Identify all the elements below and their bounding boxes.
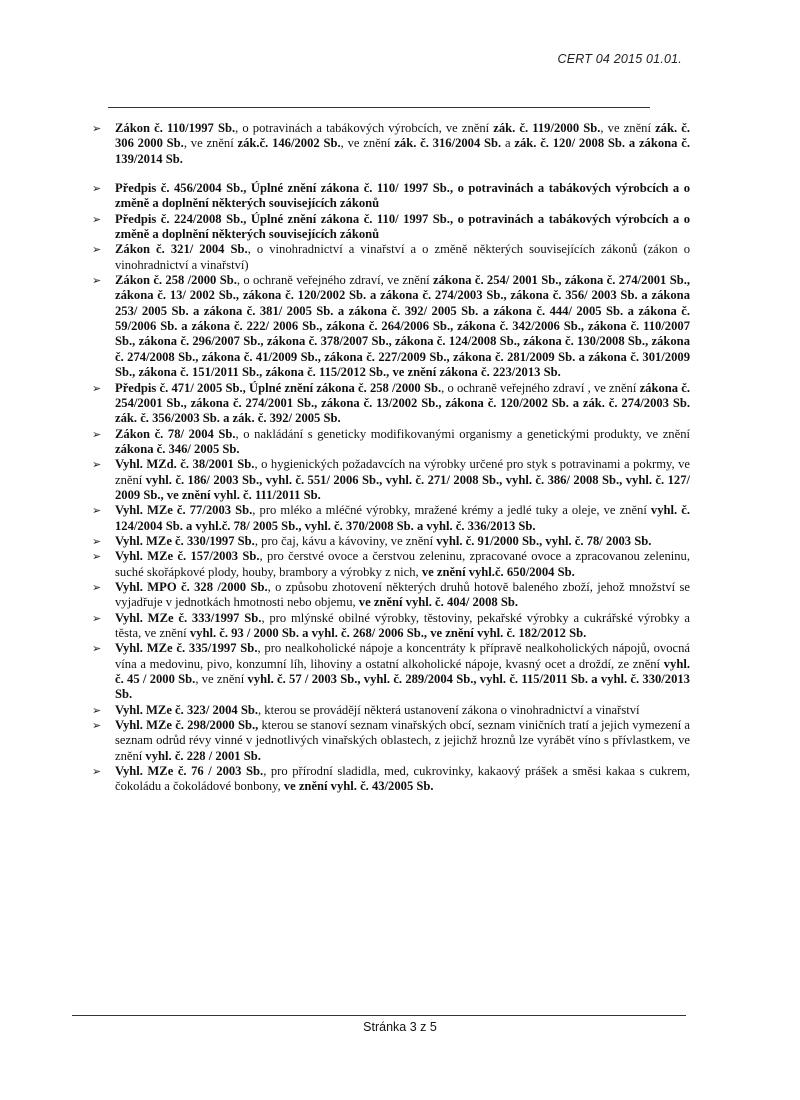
list-item bbox=[90, 503, 690, 534]
item-text: , pro čaj, kávu a kávoviny, ve znění bbox=[254, 533, 437, 548]
item-text: , o nakládání s geneticky modifikovanými organismy a genetickými produkty, ve znění bbox=[235, 426, 690, 441]
item-bold-text: Vyhl. MZe č. 330/1997 Sb. bbox=[115, 533, 255, 548]
arrow-bullet-icon: ➢ bbox=[92, 703, 102, 717]
item-text: , o potravinách a tabákových výrobcích, ve znění bbox=[235, 121, 494, 135]
item-bold-text: zák.č. 146/2002 Sb. bbox=[237, 136, 341, 151]
item-bold-text: Vyhl. MZe č. 77/2003 Sb. bbox=[115, 503, 253, 518]
item-text: a bbox=[501, 136, 515, 151]
item-bold-text: zák. č. 316/2004 Sb. bbox=[394, 136, 502, 151]
item-bold-text: vyhl. č. 57 / 2003 Sb., vyhl. č. 289/2004 Sb., vyhl. č. 115/2011 Sb. a vyhl. č. 330/2013 Sb. bbox=[115, 672, 690, 702]
item-bold-text: zákona č. 254/ 2001 Sb., zákona č. 274/2001 Sb., zákona č. 13/ 2002 Sb., zákona č. 120/2002 Sb. a zákona č. 274/2003 Sb., zákona č. 356/ 2003 Sb. a zákona 253/ 2005 Sb. a zákona č. 381/ 2005 Sb. a zákona č. 392/ 2005 Sb. a zákona č. 444/ 2005 Sb. a zákona č. 59/2006 Sb. a zákona č. 222/ 2006 Sb., zákona č. 264/2006 Sb., zákona č. 342/2006 Sb., zákona č. 110/2007 Sb., zákona č. 296/2007 Sb., zákona č. 378/2007 Sb., zákona č. 124/2008 Sb., zákona č. 130/2008 Sb., zákona č. 274/2008 Sb., zákona č. 41/2009 Sb., zákona č. 227/2009 Sb., zákona č. 281/2009 Sb. a zákona č. 301/2009 Sb., zákona č. 151/2011 Sb., zákona č. 115/2012 Sb., ve znění zákona č. 223/2013 Sb. bbox=[115, 273, 690, 380]
item-text: , pro mlýnské obilné výrobky, těstoviny, pekařské výrobky a cukrářské výrobky a těsta, ve znění bbox=[115, 610, 690, 640]
item-bold-text: zák. č. 306 2000 Sb. bbox=[115, 121, 690, 151]
list-item bbox=[90, 549, 690, 580]
arrow-bullet-icon: ➢ bbox=[92, 381, 102, 395]
item-bold-text: ve znění vyhl. č. 404/ 2008 Sb. bbox=[358, 595, 518, 610]
item-bold-text: zák. č. 120/ 2008 Sb. a zákona č. 139/2014 Sb. bbox=[115, 136, 690, 166]
item-text: , o ochraně veřejného zdraví, ve znění bbox=[236, 273, 434, 288]
arrow-bullet-icon: ➢ bbox=[92, 182, 102, 196]
list-item bbox=[90, 534, 690, 549]
arrow-bullet-icon: ➢ bbox=[92, 504, 102, 518]
item-text: kterou se stanoví seznam vinařských obcí, seznam viničních tratí a jejich vymezení a seznam odrůd révy vinné v jednotlivých vinařských oblastech, z jejichž hroznů lze vyrábět víno s přívlastkem, ve znění bbox=[115, 718, 690, 763]
arrow-bullet-icon: ➢ bbox=[92, 765, 102, 779]
list-item bbox=[90, 703, 690, 718]
arrow-bullet-icon: ➢ bbox=[92, 611, 102, 625]
item-bold-text: zákona č. 346/ 2005 Sb. bbox=[115, 441, 240, 456]
top-divider bbox=[108, 107, 650, 108]
item-text: , pro nealkoholické nápoje a koncentráty k přípravě nealkoholických nápojů, ovocná vína a medovinu, pivo, konzumní líh, lihoviny a ostatní alkoholické nápoje, kvasný ocet a droždí, ze znění bbox=[115, 641, 690, 671]
item-bold-text: ve znění vyhl. č. 43/2005 Sb. bbox=[283, 779, 434, 794]
arrow-bullet-icon: ➢ bbox=[92, 642, 102, 656]
arrow-bullet-icon: ➢ bbox=[92, 212, 102, 226]
item-bold-text: Zákon č. 110/1997 Sb. bbox=[115, 121, 236, 135]
item-text: , ve znění bbox=[340, 136, 395, 151]
arrow-bullet-icon: ➢ bbox=[92, 243, 102, 257]
item-text: , pro přírodní sladidla, med, cukrovinky, kakaový prášek a směsi kakaa s cukrem, čokoládu a čokoládové bonbony, bbox=[115, 764, 690, 794]
item-bold-text: Zákon č. 258 /2000 Sb. bbox=[115, 273, 237, 288]
bottom-divider bbox=[72, 1015, 686, 1016]
item-text: , pro mléko a mléčné výrobky, mražené krémy a jedlé tuky a oleje, ve znění bbox=[252, 503, 651, 518]
item-bold-text: vyhl. č. 186/ 2003 Sb., vyhl. č. 551/ 2006 Sb., vyhl. č. 271/ 2008 Sb., vyhl. č. 386/ 2008 Sb., vyhl. č. 127/ 2009 Sb., ve znění vyhl. č. 111/2011 Sb. bbox=[115, 472, 690, 502]
item-text: , o způsobu zhotovení některých druhů hotově baleného zboží, jehož množství se vyjadřuje v jednotkách hmotnosti nebo objemu, bbox=[115, 579, 690, 610]
item-bold-text: Vyhl. MZe č. 323/ 2004 Sb. bbox=[115, 702, 258, 717]
item-bold-text: vyhl. č. 124/2004 Sb. a vyhl.č. 78/ 2005 Sb., vyhl. č. 370/2008 Sb. a vyhl. č. 336/2013 Sb. bbox=[115, 503, 690, 533]
item-bold-text: Zákon č. 78/ 2004 Sb. bbox=[115, 426, 236, 441]
list-item bbox=[90, 242, 690, 273]
list-item bbox=[90, 764, 690, 795]
item-bold-text: Vyhl. MZe č. 335/1997 Sb. bbox=[115, 641, 258, 656]
list-item bbox=[90, 273, 690, 380]
arrow-bullet-icon: ➢ bbox=[92, 719, 102, 733]
item-text: , pro čerstvé ovoce a čerstvou zeleninu, zpracované ovoce a zpracovanou zeleninu, suché skořápkové plody, houby, brambory a výrobky z nich, bbox=[115, 549, 690, 579]
item-text: , ve znění bbox=[183, 136, 238, 151]
list-item bbox=[90, 641, 690, 702]
item-text: , o hygienických požadavcích na výrobky určené pro styk s potravinami a pokrmy, ve znění bbox=[115, 457, 690, 487]
arrow-bullet-icon: ➢ bbox=[92, 580, 102, 594]
item-bold-text: Zákon č. 321/ 2004 Sb. bbox=[115, 242, 248, 257]
item-bold-text: Vyhl. MPO č. 328 /2000 Sb. bbox=[115, 579, 268, 594]
item-bold-text: Vyhl. MZe č. 298/2000 Sb., bbox=[115, 718, 259, 733]
item-bold-text: zák. č. 119/2000 Sb. bbox=[493, 121, 601, 135]
item-bold-text: vyhl. č. 93 / 2000 Sb. a vyhl. č. 268/ 2006 Sb., ve znění vyhl. č. 182/2012 Sb. bbox=[189, 626, 587, 640]
item-bold-text: Vyhl. MZe č. 76 / 2003 Sb. bbox=[115, 764, 264, 779]
item-bold-text: ve znění vyhl.č. 650/2004 Sb. bbox=[421, 564, 575, 579]
legislation-list bbox=[90, 121, 690, 795]
arrow-bullet-icon: ➢ bbox=[92, 122, 102, 135]
list-item bbox=[90, 381, 690, 427]
item-bold-text: Vyhl. MZe č. 333/1997 Sb. bbox=[115, 610, 262, 625]
arrow-bullet-icon: ➢ bbox=[92, 534, 102, 548]
list-item bbox=[90, 181, 690, 212]
item-bold-text: Předpis č. 224/2008 Sb., Úplné znění zákona č. 110/ 1997 Sb., o potravinách a tabákových výrobcích a o změně a doplnění některých souvisejících zákonů bbox=[115, 211, 690, 242]
arrow-bullet-icon: ➢ bbox=[92, 427, 102, 441]
list-item bbox=[90, 718, 690, 764]
item-bold-text: Předpis č. 471/ 2005 Sb., Úplné znění zákona č. 258 /2000 Sb. bbox=[115, 380, 442, 395]
list-item bbox=[90, 580, 690, 611]
item-bold-text: vyhl. č. 228 / 2001 Sb. bbox=[145, 748, 261, 763]
item-bold-text: Předpis č. 456/2004 Sb., Úplné znění zákona č. 110/ 1997 Sb., o potravinách a tabákových výrobcích a o změně a doplnění některých souvisejících zákonů bbox=[115, 181, 690, 211]
arrow-bullet-icon: ➢ bbox=[92, 458, 102, 472]
arrow-bullet-icon: ➢ bbox=[92, 274, 102, 288]
list-item bbox=[90, 611, 690, 642]
item-bold-text: Vyhl. MZd. č. 38/2001 Sb. bbox=[115, 457, 255, 472]
item-text: , o ochraně veřejného zdraví , ve znění bbox=[441, 380, 640, 395]
item-text: , o vinohradnictví a vinařství a o změně některých souvisejících zákonů (zákon o vinohradnictví a vinařství) bbox=[115, 242, 690, 272]
page-number: Stránka 3 z 5 bbox=[363, 1020, 437, 1034]
list-item bbox=[90, 212, 690, 243]
list-item bbox=[90, 427, 690, 458]
item-bold-text: Vyhl. MZe č. 157/2003 Sb. bbox=[115, 549, 260, 564]
document-code: CERT 04 2015 01.01. bbox=[557, 52, 682, 66]
arrow-bullet-icon: ➢ bbox=[92, 550, 102, 564]
item-text: , ve znění bbox=[195, 672, 248, 687]
list-item bbox=[90, 121, 690, 167]
item-text: , ve znění bbox=[600, 121, 656, 135]
list-item bbox=[90, 457, 690, 503]
item-bold-text: vyhl. č. 45 / 2000 Sb. bbox=[115, 656, 690, 687]
item-bold-text: vyhl. č. 91/2000 Sb., vyhl. č. 78/ 2003 Sb. bbox=[436, 533, 652, 548]
item-text: , kterou se provádějí některá ustanovení zákona o vinohradnictví a vinařství bbox=[257, 702, 640, 717]
item-bold-text: zákona č. 254/2001 Sb., zákona č. 274/2001 Sb., zákona č. 13/2002 Sb., zákona č. 120/2002 Sb. a zák. č. 274/2003 Sb. zák. č. 356/2003 Sb. a zák. č. 392/ 2005 Sb. bbox=[115, 380, 691, 426]
